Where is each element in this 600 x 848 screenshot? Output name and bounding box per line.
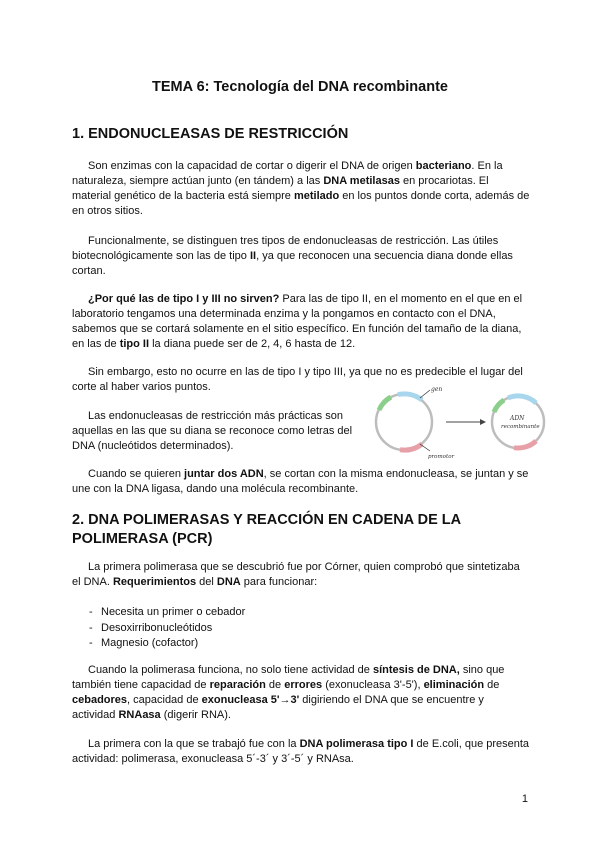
plasmid-right-blue-segment [508,396,536,403]
plasmid-left [376,386,455,460]
section-1-heading: 1. ENDONUCLEASAS DE RESTRICCIÓN [72,126,349,142]
section-1-paragraph-5: Las endonucleasas de restricción más prácticas son aquellas en las que su diana se reconoce como letras del DNA (nucleótidos determinados). [72,410,353,452]
section-2-paragraph-3: La primera con la que se trabajó fue con la DNA polimerasa tipo I de E.coli, que presenta actividad: polimerasa, exonucleasa 5´-3´ y 3´-5´ y RNAsa. [72,738,530,765]
section-2-paragraph-2: Cuando la polimerasa funciona, no solo tiene actividad de síntesis de DNA, sino que también tiene capacidad de reparación de errores (exonucleasa 3'-5'), eliminación de cebadores, capacidad de exonucleasa 5'→3' digiriendo el DNA que se encuentre y actividad RNAasa (digerir RNA). [72,664,505,721]
list-item: - Desoxirribonucleótidos [72,621,245,637]
recombinant-dna-figure [370,382,550,462]
plasmid-left-red-segment [400,444,422,450]
document-title: TEMA 6: Tecnología del DNA recombinante [152,79,448,95]
promotor-pointer [420,444,430,451]
list-item: - Magnesio (cofactor) [72,636,245,652]
plasmid-right-red-segment [514,441,536,448]
page-number: 1 [521,793,528,805]
arrow [446,419,486,425]
requirements-list [72,605,245,652]
adn-label: ADN [510,415,525,422]
section-1-paragraph-1: Son enzimas con la capacidad de cortar o digerir el DNA de origen bacteriano. En la naturaleza, siempre actúan junto (en tándem) a las DNA metilasas en procariotas. El material genético de la bacteria está siempre metilado en los puntos donde corta, además de en otros sitios. [72,160,530,217]
section-2-heading: 2. DNA POLIMERASAS Y REACCIÓN EN CADENA DE LA POLIMERASA (PCR) [72,512,461,547]
plasmid-left-blue-segment [398,394,422,400]
section-1-paragraph-3: ¿Por qué las de tipo I y III no sirven? Para las de tipo II, en el momento en el que en el laboratorio tengamos una determinada enzima y la pongamos en contacto con el DNA, sabemos que se cortará solamente en el sitio específico. En función del tamaño de la diana, en las de tipo II la diana puede ser de 2, 4, 6 hasta de 12. [72,293,523,350]
gen-label: gen [431,386,443,393]
section-1-paragraph-6: Cuando se quieren juntar dos ADN, se cortan con la misma endonucleasa, se juntan y se une con la DNA ligasa, dando una molécula recombinante. [72,468,529,495]
section-1-paragraph-4: Sin embargo, esto no ocurre en las de tipo I y tipo III, ya que no es predecible el lugar del corte al haber varios puntos. [72,366,523,393]
arrow-head-icon [480,419,486,425]
promotor-label: promotor [428,454,455,460]
list-item: - Necesita un primer o cebador [72,605,245,621]
plasmid-left-green-segment [379,397,391,410]
plasmid-right-green-segment [494,400,504,412]
recombinante-label: recombinante [501,424,540,430]
plasmid-right [492,396,544,448]
section-2-paragraph-1: La primera polimerasa que se descubrió fue por Córner, quien comprobó que sintetizaba el DNA. Requerimientos del DNA para funcionar: [72,561,520,588]
section-1-paragraph-2: Funcionalmente, se distinguen tres tipos de endonucleasas de restricción. Las útiles biotecnológicamente son las de tipo II, ya que reconocen una secuencia diana donde ellas cortan. [72,235,513,277]
gen-pointer [420,390,430,398]
